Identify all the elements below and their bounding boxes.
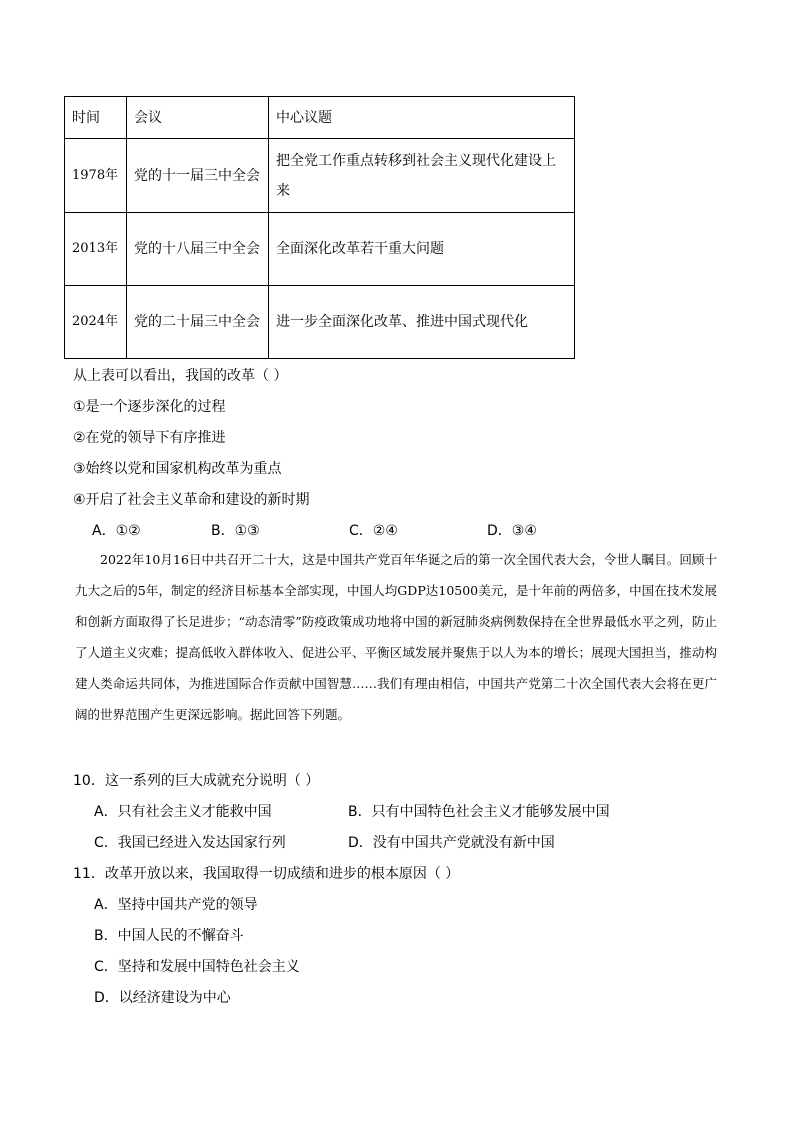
row-meeting: 党的二十届三中全会: [127, 286, 269, 359]
q10-option-c[interactable]: C．我国已经进入发达国家行列: [94, 835, 286, 851]
row-topic: 把全党工作重点转移到社会主义现代化建设上来: [269, 139, 575, 213]
q10-option-b[interactable]: B．只有中国特色社会主义才能够发展中国: [348, 804, 610, 820]
q9-option-d[interactable]: D．③④: [487, 523, 537, 539]
table-header-row: [65, 97, 575, 139]
q9-item: ①是一个逐步深化的过程: [73, 399, 226, 415]
row-year: 2024年: [65, 286, 127, 359]
q11-option-c[interactable]: C．坚持和发展中国特色社会主义: [94, 959, 300, 975]
q9-option-b[interactable]: B．①③: [211, 523, 260, 539]
row-year: 1978年: [65, 139, 127, 213]
q9-item: ③始终以党和国家机构改革为重点: [73, 461, 282, 477]
q9-item: ④开启了社会主义革命和建设的新时期: [73, 492, 310, 508]
q10-option-d[interactable]: D．没有中国共产党就没有新中国: [348, 835, 555, 851]
q9-item: ②在党的领导下有序推进: [73, 430, 226, 446]
q11-option-a[interactable]: A．坚持中国共产党的领导: [94, 897, 258, 913]
row-topic: 全面深化改革若干重大问题: [269, 213, 575, 286]
q10-stem: 10．这一系列的巨大成就充分说明（ ）: [73, 773, 320, 789]
q9-option-a[interactable]: A．①②: [92, 523, 141, 539]
q11-stem: 11．改革开放以来，我国取得一切成绩和进步的根本原因（ ）: [73, 866, 460, 882]
header-time: 时间: [65, 97, 127, 139]
table-row: [65, 139, 575, 213]
q11-option-d[interactable]: D．以经济建设为中心: [94, 990, 231, 1006]
reform-meetings-table: [64, 96, 575, 359]
header-meeting: 会议: [127, 97, 269, 139]
table-row: [65, 213, 575, 286]
table-row: [65, 286, 575, 359]
q9-option-c[interactable]: C．②④: [349, 523, 398, 539]
row-year: 2013年: [65, 213, 127, 286]
q11-option-b[interactable]: B．中国人民的不懈奋斗: [94, 928, 244, 944]
q10-option-a[interactable]: A．只有社会主义才能救中国: [94, 804, 272, 820]
material-passage: 2022年10月16日中共召开二十大，这是中国共产党百年华诞之后的第一次全国代表大会，令世人瞩目。回顾十九大之后的5年，制定的经济目标基本全部实现，中国人均GDP达10500美元，是十年前的两倍多，中国在技术发展和创新方面取得了长足进步；“动态清零”防疫政策成功地将中国的新冠肺炎病例数保持在全世界最低水平之列，防止了人道主义灾难；提高低收入群体收入、促进公平、平衡区域发展并聚焦于以人为本的增长；展现大国担当，推动构建人类命运共同体，为推进国际合作贡献中国智慧……我们有理由相信，中国共产党第二十次全国代表大会将在更广阔的世界范围产生更深远影响。据此回答下列题。: [75, 552, 717, 722]
row-topic: 进一步全面深化改革、推进中国式现代化: [269, 286, 575, 359]
q9-stem: 从上表可以看出，我国的改革（ ）: [73, 368, 288, 384]
header-topic: 中心议题: [269, 97, 575, 139]
row-meeting: 党的十一届三中全会: [127, 139, 269, 213]
row-meeting: 党的十八届三中全会: [127, 213, 269, 286]
